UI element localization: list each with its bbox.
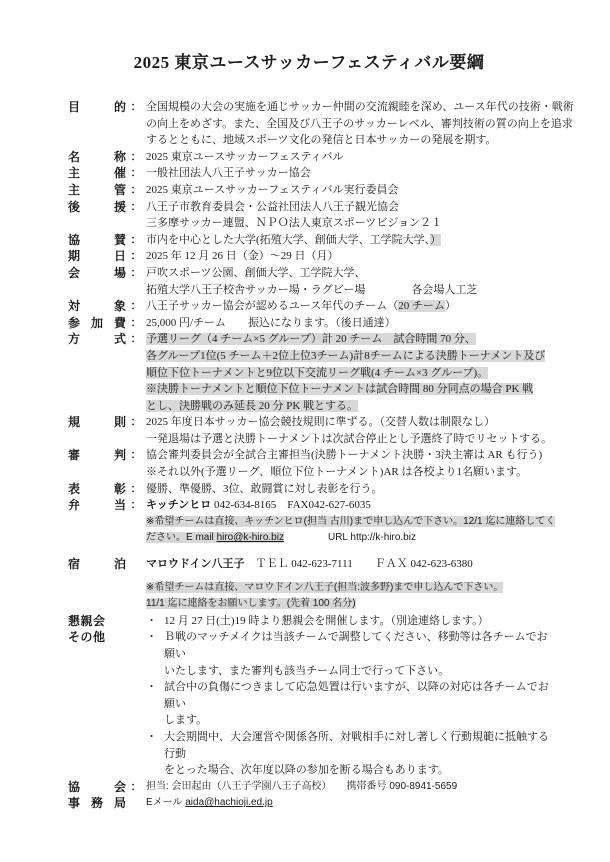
bullet-icon: ・: [146, 631, 157, 644]
fee-label: 参加費: [68, 315, 126, 330]
sponsor-colon: ：: [130, 233, 142, 246]
format-line-1-highlight: 予選リーグ（4 チーム×5 グループ）計 20 チーム 試合時間 70 分、: [146, 333, 476, 346]
fee-text: 25,000 円/チーム 振込になります。（後日通達）: [146, 316, 396, 329]
name-label: 名称: [68, 149, 126, 164]
section-referee: [68, 447, 550, 480]
lodging-note-1-highlight: ※希望チームは直接、マロウドイン八王子(担当:波多野)まで申し込んで下さい。: [146, 581, 504, 593]
format-line-3-highlight: 順位下位トーナメントと9位以下交流リーグ戦(4 チーム×3 グループ)。: [146, 366, 489, 379]
section-lodging: [68, 556, 550, 613]
format-line-2-highlight: 各グループ1位(5 チーム＋2位上位3チーム)計8チームによる決勝トーナメント及び: [146, 349, 546, 362]
bento-note-2: [146, 530, 550, 547]
bento-note-2-text: ださい。E mail: [146, 532, 217, 544]
purpose-line-2: の向上をめざす。また、全国及び八王子のサッカーレベル、審判技術の質の向上を追求: [146, 117, 573, 130]
format-line-3: [146, 365, 550, 382]
other-bullet-2-cont: します。: [164, 714, 208, 727]
referee-line-2: ※それ以外(予選リーグ、順位下位トーナメント)AR は各校より1名願います。: [146, 466, 528, 479]
other-bullet-1-cont: いたします、また審判も該当チーム同士で行って下さい。: [164, 664, 450, 677]
office-label: 事務局: [68, 796, 126, 811]
other-bullet-2: [146, 679, 550, 712]
sponsor-text: [146, 232, 550, 249]
bullet-icon: ・: [146, 730, 157, 743]
section-office: [68, 795, 550, 812]
social-bullet-1: [146, 613, 550, 630]
format-colon: ：: [130, 333, 142, 346]
purpose-colon: ：: [130, 101, 142, 113]
rules-line-1: 2025 年度日本サッカー協会競技規則に準ずる。（交替人数は制限なし）: [146, 416, 496, 429]
bento-note-1-highlight: ※希望チームは直接、キッチンヒロ(担当 古川)まで申し込んで下さい。12/1 迄に連絡してく: [146, 515, 556, 527]
section-fee: [68, 315, 550, 332]
target-colon: ：: [130, 300, 142, 313]
purpose-line-1: 全国規模の大会の実施を通じサッカー仲間の交流親睦を深め、ユース年代の技術・戦術: [146, 101, 574, 113]
management-colon: ：: [130, 183, 142, 196]
section-sponsor: [68, 232, 550, 249]
lodging-note-1: [146, 580, 550, 597]
office-email-label: Eメール: [146, 797, 186, 809]
association-contact: 担当: 会田起由（八王子学園八王子高校） 携帯番号 090-8941-5659: [146, 780, 458, 792]
date-colon: ：: [130, 250, 142, 263]
section-venue: [68, 265, 550, 298]
office-email-link[interactable]: aida@hachioji.ed.jp: [185, 797, 273, 809]
target-text-post: ）: [444, 300, 456, 313]
management-text: 2025 東京ユースサッカーフェスティバル実行委員会: [146, 183, 399, 196]
section-bento: [68, 497, 556, 547]
rules-label: 規則: [68, 415, 126, 430]
fee-colon: ：: [130, 316, 142, 329]
support-label: 後援: [68, 199, 126, 214]
awards-label: 表彰: [68, 481, 126, 496]
section-date: [68, 248, 550, 265]
awards-colon: ：: [130, 482, 142, 495]
section-other: [68, 629, 550, 778]
social-label: 懇親会: [68, 613, 106, 628]
target-text-pre: 八王子サッカー協会が認めるユース年代のチーム（: [146, 300, 399, 313]
target-label: 対象: [68, 299, 126, 314]
page-title: 2025 東京ユースサッカーフェスティバル要綱: [133, 53, 485, 72]
sponsor-label: 協賛: [68, 232, 126, 247]
venue-line-2: [146, 282, 550, 299]
bento-url: URL http://k-hiro.biz: [327, 532, 416, 544]
section-association: [68, 779, 550, 796]
bento-note-2-highlight: [146, 532, 284, 543]
sponsor-paren-highlight: ）: [430, 233, 442, 246]
venue-colon: ：: [130, 266, 142, 279]
format-line-1: [146, 331, 550, 348]
management-label: 主管: [68, 182, 126, 197]
section-social: [68, 613, 550, 630]
section-target: [68, 298, 550, 315]
format-line-5: [146, 398, 550, 415]
lodging-vendor-line: [146, 556, 550, 573]
other-bullet-2-text: 試合中の負傷につきまして応急処置は行いますが、以降の対応は各チームでお願い: [164, 681, 549, 710]
support-line-2: 三多摩サッカー連盟、ＮＰＯ法人東京スポーツビジョン２１: [146, 217, 443, 230]
target-text: [146, 298, 550, 315]
bento-note-1: [146, 514, 556, 531]
association-label: 協会: [68, 779, 126, 794]
venue-line-2-text: 拓殖大学八王子校舎サッカー場・ラグビー場: [146, 283, 366, 296]
lodging-phone: ＴＥＬ 042-623-7111 ＦＡＸ 042-623-6380: [244, 558, 473, 571]
lodging-vendor-name: マロウドイン八王子: [146, 558, 245, 571]
referee-colon: ：: [130, 449, 142, 462]
section-support: [68, 199, 550, 232]
rules-colon: ：: [130, 416, 142, 429]
format-line-4-highlight: ※決勝トーナメントと順位下位トーナメントは試合時間 80 分同点の場合 PK 戦: [146, 383, 534, 396]
other-label: その他: [68, 630, 106, 645]
social-bullet-1-text: 12 月 27 日(土)19 時より懇親会を開催します。（別途連絡します。）: [164, 614, 489, 627]
referee-line-1: 協会審判委員会が全試合主審担当(決勝トーナメント決勝・3決主審は AR も行う): [146, 449, 543, 462]
target-team-count-highlight: 20 チーム: [398, 300, 445, 313]
section-management: [68, 182, 550, 199]
bento-email-link[interactable]: hiro@k-hiro.biz: [216, 532, 284, 544]
bento-label: 弁当: [68, 498, 126, 513]
purpose-label: 目的: [68, 100, 126, 114]
section-name: [68, 149, 550, 166]
organizer-label: 主催: [68, 166, 126, 181]
name-colon: ：: [130, 150, 142, 163]
other-bullet-3-cont: をとった場合、次年度以降の参加を断る場合もあります。: [164, 764, 449, 777]
section-organizer: [68, 165, 550, 182]
bento-vendor-line: [146, 497, 550, 514]
date-label: 期日: [68, 249, 126, 264]
format-line-2: [146, 348, 550, 365]
organizer-colon: ：: [130, 167, 142, 180]
format-label: 方式: [68, 332, 126, 347]
lodging-note-2-highlight: 11/1 迄に連絡をお願いします。(先着 100 名分): [146, 598, 356, 610]
referee-label: 審判: [68, 448, 126, 463]
format-line-4: [146, 381, 550, 398]
venue-surface-note: 各会場人工芝: [411, 283, 478, 296]
other-bullet-1: [146, 629, 550, 662]
section-rules: [68, 414, 553, 447]
venue-line-1: 戸吹スポーツ公園、創価大学、工学院大学、: [146, 266, 366, 279]
bento-phone: 042-634-8165 FAX042-627-6035: [211, 499, 371, 512]
other-bullet-3-text: 大会期間中、大会運営や関係各所、対戦相手に対し著しく行動規範に抵触する行動: [164, 730, 549, 760]
office-email-line: [146, 795, 550, 812]
bullet-icon: ・: [146, 681, 157, 694]
section-format: [68, 331, 550, 414]
purpose-line-3: するとともに、地域スポーツ文化の発信と日本サッカーの発展を期す。: [146, 134, 497, 147]
awards-text: 優勝、準優勝、3位、敢闘賞に対し表彰を行う。: [146, 482, 383, 495]
venue-label: 会場: [68, 265, 126, 280]
name-text: 2025 東京ユースサッカーフェスティバル: [146, 150, 344, 163]
support-colon: ：: [130, 200, 142, 213]
date-text: 2025 年 12 月 26 日（金）～29 日（月）: [146, 250, 339, 263]
section-awards: [68, 481, 550, 498]
support-line-1: 八王子市教育委員会・公益社団法人八王子観光協会: [146, 200, 399, 213]
bento-vendor-name: キッチンヒロ: [146, 499, 212, 512]
rules-line-2: 一発退場は予選と決勝トーナメントは次試合停止とし予選終了時でリセットする。: [146, 432, 553, 445]
bullet-icon: ・: [146, 614, 157, 627]
other-bullet-1-text: Ｂ戦のマッチメイクは当該チームで調整してください、移動等は各チームでお願い: [164, 631, 548, 660]
association-colon: ：: [130, 780, 142, 793]
other-bullet-3: [146, 729, 550, 762]
format-line-5-highlight: とし、決勝戦のみ延長 20 分 PK 戦とする。: [146, 399, 359, 412]
organizer-text: 一般社団法人八王子サッカー協会: [146, 167, 311, 180]
sponsor-text-main: 市内を中心とした大学(拓殖大学、創価大学、工学院大学、: [146, 233, 431, 246]
bento-colon: ：: [130, 499, 142, 512]
lodging-label: 宿泊: [68, 557, 126, 572]
section-purpose: [68, 99, 574, 149]
lodging-note-2: [146, 596, 550, 613]
